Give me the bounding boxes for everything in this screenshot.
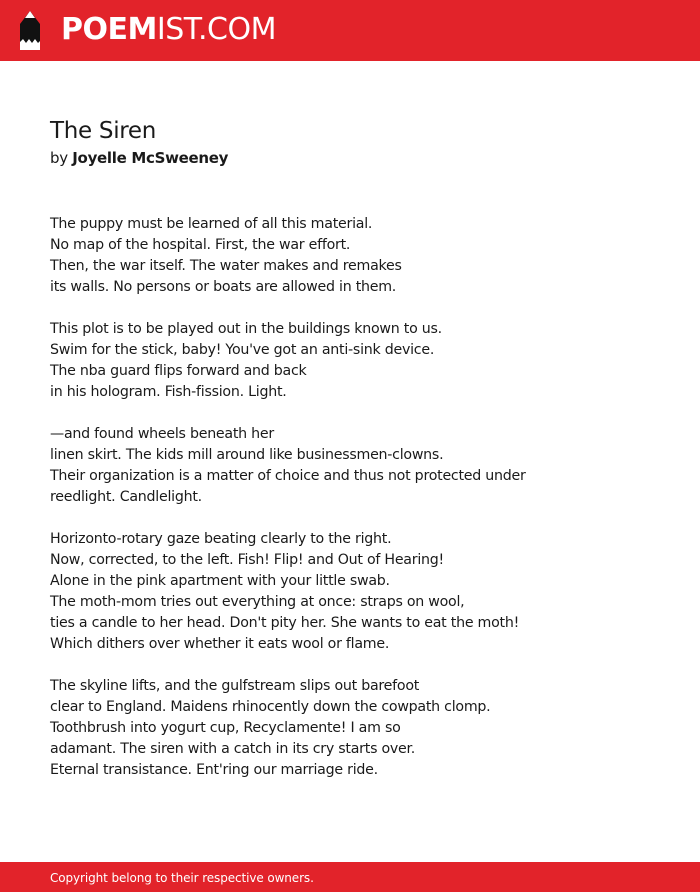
site-footer xyxy=(0,862,700,892)
poem-line: The nba guard flips forward and back xyxy=(50,363,307,379)
author-name[interactable]: Joyelle McSweeney xyxy=(72,149,229,167)
poem-content xyxy=(50,115,650,802)
poem-line: The moth-mom tries out everything at once: straps on wool, xyxy=(50,594,465,610)
stanza xyxy=(50,319,650,403)
stanza xyxy=(50,424,650,508)
site-logo[interactable] xyxy=(61,12,276,48)
poem-line: Now, corrected, to the left. Fish! Flip! and Out of Hearing! xyxy=(50,552,444,568)
poem-line: No map of the hospital. First, the war effort. xyxy=(50,237,351,253)
stanza xyxy=(50,214,650,298)
poem-line: —and found wheels beneath her xyxy=(50,426,274,442)
poem-line: Their organization is a matter of choice and thus not protected under xyxy=(50,468,526,484)
poem-line: Alone in the pink apartment with your little swab. xyxy=(50,573,390,589)
poem-line: in his hologram. Fish-fission. Light. xyxy=(50,384,287,400)
copyright-text: Copyright belong to their respective owners. xyxy=(50,871,314,885)
poem-line: its walls. No persons or boats are allowed in them. xyxy=(50,279,397,295)
stanza xyxy=(50,676,650,781)
poem-line: The puppy must be learned of all this material. xyxy=(50,216,373,232)
byline xyxy=(50,147,650,169)
poem-line: Eternal transistance. Ent'ring our marriage ride. xyxy=(50,762,378,778)
poem-line: linen skirt. The kids mill around like businessmen-clowns. xyxy=(50,447,444,463)
poem-line: adamant. The siren with a catch in its cry starts over. xyxy=(50,741,416,757)
poem-line: Which dithers over whether it eats wool or flame. xyxy=(50,636,390,652)
poem-line: ties a candle to her head. Don't pity her. She wants to eat the moth! xyxy=(50,615,520,631)
site-header xyxy=(0,0,700,61)
pencil-tip-icon[interactable] xyxy=(18,10,42,51)
poem-line: Horizonto-rotary gaze beating clearly to the right. xyxy=(50,531,392,547)
logo-bold-text: POEM xyxy=(61,12,157,47)
stanza xyxy=(50,529,650,655)
poem-body xyxy=(50,214,650,781)
logo-light-text: IST.COM xyxy=(156,12,276,47)
poem-line: clear to England. Maidens rhinocently down the cowpath clomp. xyxy=(50,699,491,715)
poem-line: Swim for the stick, baby! You've got an anti-sink device. xyxy=(50,342,435,358)
poem-line: This plot is to be played out in the buildings known to us. xyxy=(50,321,442,337)
poem-title: The Siren xyxy=(50,118,157,144)
by-label: by xyxy=(50,149,68,167)
poem-line: The skyline lifts, and the gulfstream slips out barefoot xyxy=(50,678,420,694)
poem-line: Toothbrush into yogurt cup, Recyclamente! I am so xyxy=(50,720,401,736)
poem-line: reedlight. Candlelight. xyxy=(50,489,202,505)
poem-line: Then, the war itself. The water makes and remakes xyxy=(50,258,402,274)
